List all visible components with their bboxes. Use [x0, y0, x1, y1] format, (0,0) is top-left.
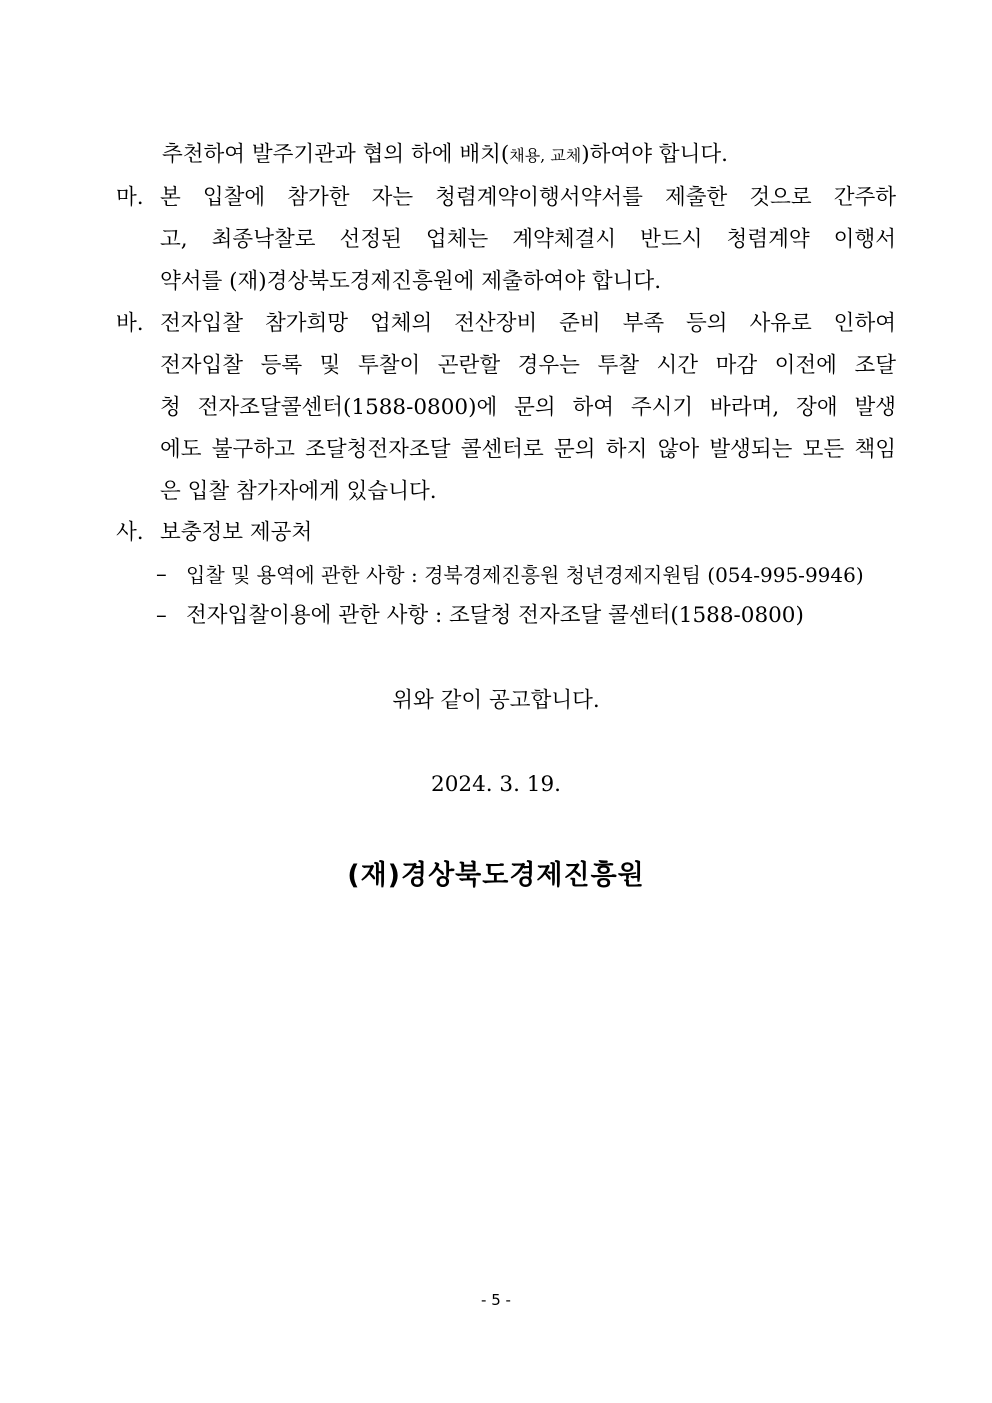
continuation-small-text: 채용, 교체: [509, 146, 582, 165]
item-text-line: 에도 불구하고 조달청전자조달 콜센터로 문의 하지 않아 발생되는 모든 책임: [160, 437, 896, 462]
sub-item-dash: –: [156, 562, 167, 587]
closing-statement: 위와 같이 공고합니다.: [392, 688, 600, 713]
item-marker: 바.: [116, 311, 144, 336]
continuation-line: [162, 140, 728, 171]
item-marker: 마.: [116, 185, 144, 210]
item-text-line: 청 전자조달콜센터(1588-0800)에 문의 하여 주시기 바라며, 장애 발생: [160, 395, 896, 420]
item-marker: 사.: [116, 520, 144, 545]
item-text-line: 보충정보 제공처: [160, 520, 313, 545]
item-text-line: 전자입찰 참가희망 업체의 전산장비 준비 부족 등의 사유로 인하여: [160, 311, 896, 336]
item-text-line: 약서를 (재)경상북도경제진흥원에 제출하여야 합니다.: [160, 269, 662, 294]
item-text-line: 고, 최종낙찰로 선정된 업체는 계약체결시 반드시 청렴계약 이행서: [160, 227, 896, 252]
sub-item-text: 전자입찰이용에 관한 사항 : 조달청 전자조달 콜센터(1588-0800): [186, 603, 804, 628]
item-text-line: 본 입찰에 참가한 자는 청렴계약이행서약서를 제출한 것으로 간주하: [160, 185, 896, 210]
continuation-text-end: )하여야 합니다.: [581, 142, 728, 167]
item-text-line: 은 입찰 참가자에게 있습니다.: [160, 479, 437, 504]
sub-item-text: 입찰 및 용역에 관한 사항 : 경북경제진흥원 청년경제지원팀 (054-995-9946): [186, 563, 864, 587]
sub-item-dash: –: [156, 603, 167, 628]
page-number: - 5 -: [481, 1291, 511, 1309]
organization-name: (재)경상북도경제진흥원: [347, 860, 645, 891]
document-date: 2024. 3. 19.: [431, 772, 561, 797]
continuation-text: 추천하여 발주기관과 협의 하에 배치(: [162, 142, 510, 167]
item-text-line: 전자입찰 등록 및 투찰이 곤란할 경우는 투찰 시간 마감 이전에 조달: [160, 353, 896, 378]
